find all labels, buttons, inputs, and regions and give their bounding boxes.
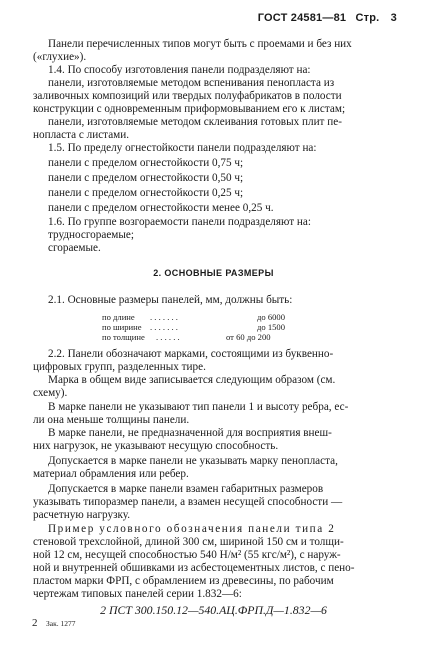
text-line: них нагрузок, не указывают несущую способность. — [33, 440, 279, 452]
text-line: панели с пределом огнестойкости 0,50 ч; — [48, 172, 244, 184]
section-heading: 2. ОСНОВНЫЕ РАЗМЕРЫ — [153, 268, 274, 278]
text-line: расчетную нагрузку. — [33, 509, 131, 521]
clause-1-5: 1.5. По пределу огнестойкости панели подразделяют на: — [48, 142, 317, 154]
text-line: панели с пределом огнестойкости 0,25 ч; — [48, 187, 244, 199]
clause-2-1: 2.1. Основные размеры панелей, мм, должны быть: — [48, 294, 293, 306]
clause-2-2: 2.2. Панели обозначают марками, состоящими из буквенно- — [48, 348, 334, 360]
text-line: Допускается в марке панели не указывать марку пенопласта, — [48, 455, 338, 467]
text-line: конструкции с одновременным приформовыванием его к листам; — [33, 103, 346, 115]
text-line: В марке панели не указывают тип панели 1 и высоту ребра, ес- — [48, 401, 349, 413]
text-line: панели, изготовляемые методом склеивания готовых плит пе- — [48, 116, 342, 128]
example-line: Пример условного обозначения панели типа 2 — [48, 523, 336, 535]
text-line: ли она меньше толщины панели. — [33, 414, 190, 426]
text-line: Допускается в марке панели взамен габаритных размеров — [48, 483, 324, 495]
footer-order-note: Зак. 1277 — [46, 619, 76, 628]
dim-dots: . . . . . . — [156, 332, 180, 342]
designation-formula: 2 ПСТ 300.150.12—540.АЦ.ФРП.Д—1.832—6 — [100, 603, 327, 617]
text-line: материал обрамления или ребер. — [33, 468, 189, 480]
page-number: 3 — [390, 12, 397, 24]
clause-1-4: 1.4. По способу изготовления панели подразделяют на: — [48, 64, 311, 76]
text-line: Марка в общем виде записывается следующим образом (см. — [48, 374, 336, 386]
text-line: В марке панели, не предназначенной для восприятия внеш- — [48, 427, 332, 439]
text-line: пластом марки ФРП, с обрамлением из древесины, по рабочим — [33, 575, 334, 587]
dim-label: по толщине — [102, 332, 145, 342]
text-line: панели с пределом огнестойкости 0,75 ч; — [48, 157, 244, 169]
dim-value: от 60 до 200 — [226, 332, 271, 342]
text-line: стеновой трехслойной, длиной 300 см, шириной 150 см и толщи- — [33, 536, 344, 548]
footer-page-number: 2 — [32, 617, 38, 629]
dim-label: по длине — [102, 312, 135, 322]
text-line: заливочных композиций или твердых полуфабрикатов в полости — [33, 90, 342, 102]
clause-1-6: 1.6. По группе возгораемости панели подразделяют на: — [48, 216, 311, 228]
dim-label: по ширине — [102, 322, 142, 332]
text-line: нопласта с листами. — [33, 129, 130, 141]
standard-number: ГОСТ 24581—81 — [257, 12, 347, 24]
page-label: Стр. — [355, 12, 380, 24]
text-line: чертежам типовых панелей серии 1.832—6: — [33, 588, 242, 600]
text-line: сгораемые. — [48, 242, 101, 254]
dim-value: до 1500 — [257, 322, 286, 332]
text-line: Панели перечисленных типов могут быть с проемами и без них — [48, 38, 352, 50]
text-line: ной 12 см, несущей способностью 540 Н/м² (55 кгс/м²), с наруж- — [33, 549, 341, 561]
dim-value: до 6000 — [257, 312, 286, 322]
text-line: указывать типоразмер панели, а взамен несущей способности — — [33, 496, 343, 508]
page-header — [258, 12, 397, 24]
text-line: ной и внутренней обшивками из асбестоцементных листов, с пено- — [33, 562, 355, 574]
text-line: трудносгораемые; — [48, 229, 134, 241]
text-line: («глухие»). — [33, 51, 87, 63]
text-line: панели с пределом огнестойкости менее 0,25 ч. — [48, 202, 274, 214]
text-line: схему). — [33, 387, 68, 399]
dim-dots: . . . . . . . — [150, 322, 178, 332]
dim-dots: . . . . . . . — [150, 312, 178, 322]
page-footer — [32, 617, 75, 629]
text-line: панели, изготовляемые методом вспенивания пенопласта из — [48, 77, 335, 89]
text-line: цифровых групп, разделенных тире. — [33, 361, 206, 373]
